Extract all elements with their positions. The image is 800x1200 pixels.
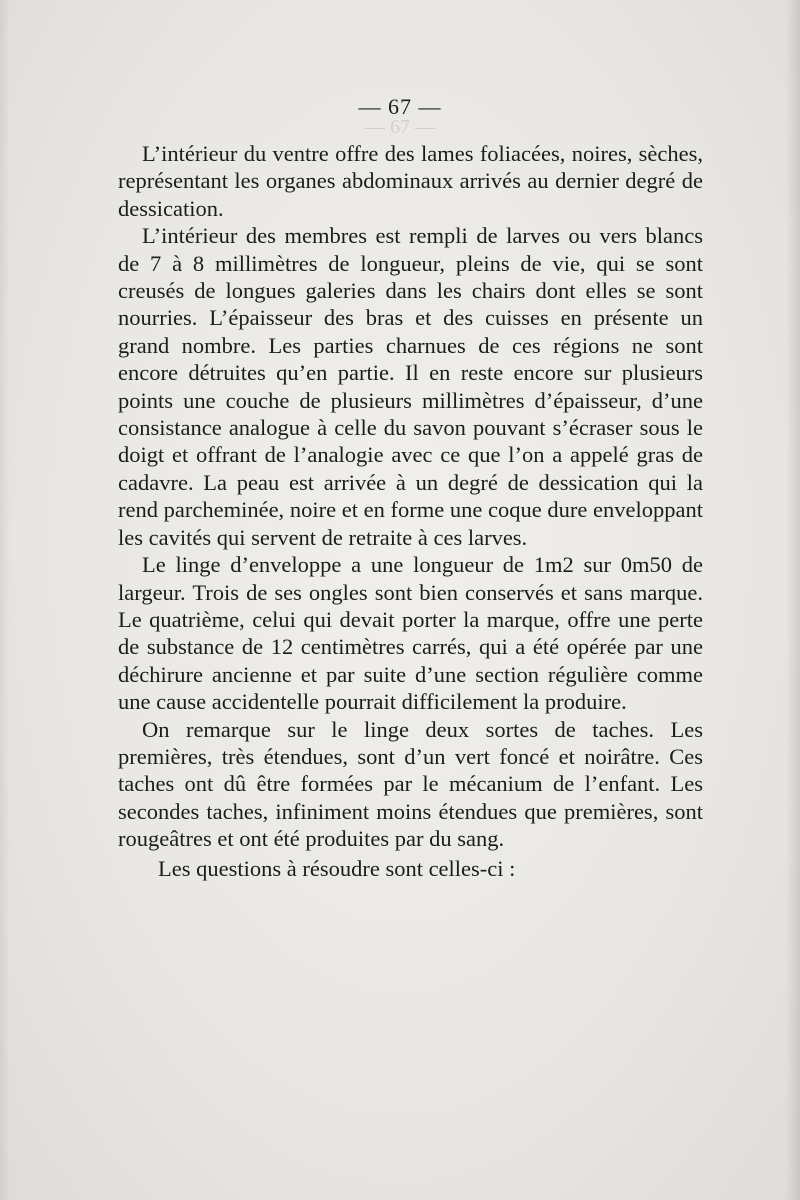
paragraph-3: Le linge d’enveloppe a une longueur de 1m2 sur 0m50 de largeur. Trois de ses ongles sont bien conservés et sans marque. Le quatrième, celui qui devait porter la marque, offre une perte de substance de 12 centimètres carrés, qui a été opérée par une déchirure ancienne et par suite d’une section régulière comme une cause accidentelle pourrait difficilement la produire.: [118, 552, 703, 715]
paragraph-5: Les questions à résoudre sont celles-ci :: [158, 855, 516, 881]
paragraph-2: L’intérieur des membres est rempli de larves ou vers blancs de 7 à 8 millimètres de longueur, pleins de vie, qui se sont creusés de longues galeries dans les chairs dont elles se sont nourries. L’épaisseur des bras et des cuisses en présente un grand nombre. Les parties charnues de ces régions ne sont encore détruites qu’en partie. Il en reste encore sur plusieurs points une couche de plusieurs millimètres d’épaisseur, d’une consistance analogue à celle du savon pouvant s’écraser sous le doigt et offrant de l’analogie avec ce que l’on a appelé gras de cadavre. La peau est arrivée à un degré de dessication qui la rend parcheminée, noire et en forme une coque dure enveloppant les cavités qui servent de retraite à ces larves.: [118, 223, 703, 550]
paragraph-4: On remarque sur le linge deux sortes de taches. Les premières, très étendues, sont d’un vert foncé et noirâtre. Ces taches ont dû être formées par le mécanium de l’enfant. Les secondes taches, infiniment moins étendues que premières, sont rougeâtres et ont été produites par du sang.: [118, 716, 703, 852]
page-number: — 67 —: [358, 94, 442, 119]
page-edge-shadow-left: [0, 0, 10, 1200]
paragraph-1: L’intérieur du ventre offre des lames foliacées, noires, sèches, représentant les organes abdominaux arrivés au dernier degré de dessication.: [118, 141, 703, 221]
body-text: [118, 140, 703, 882]
page-edge-shadow-right: [786, 0, 800, 1200]
show-through-page-number: — 67 —: [365, 116, 435, 138]
